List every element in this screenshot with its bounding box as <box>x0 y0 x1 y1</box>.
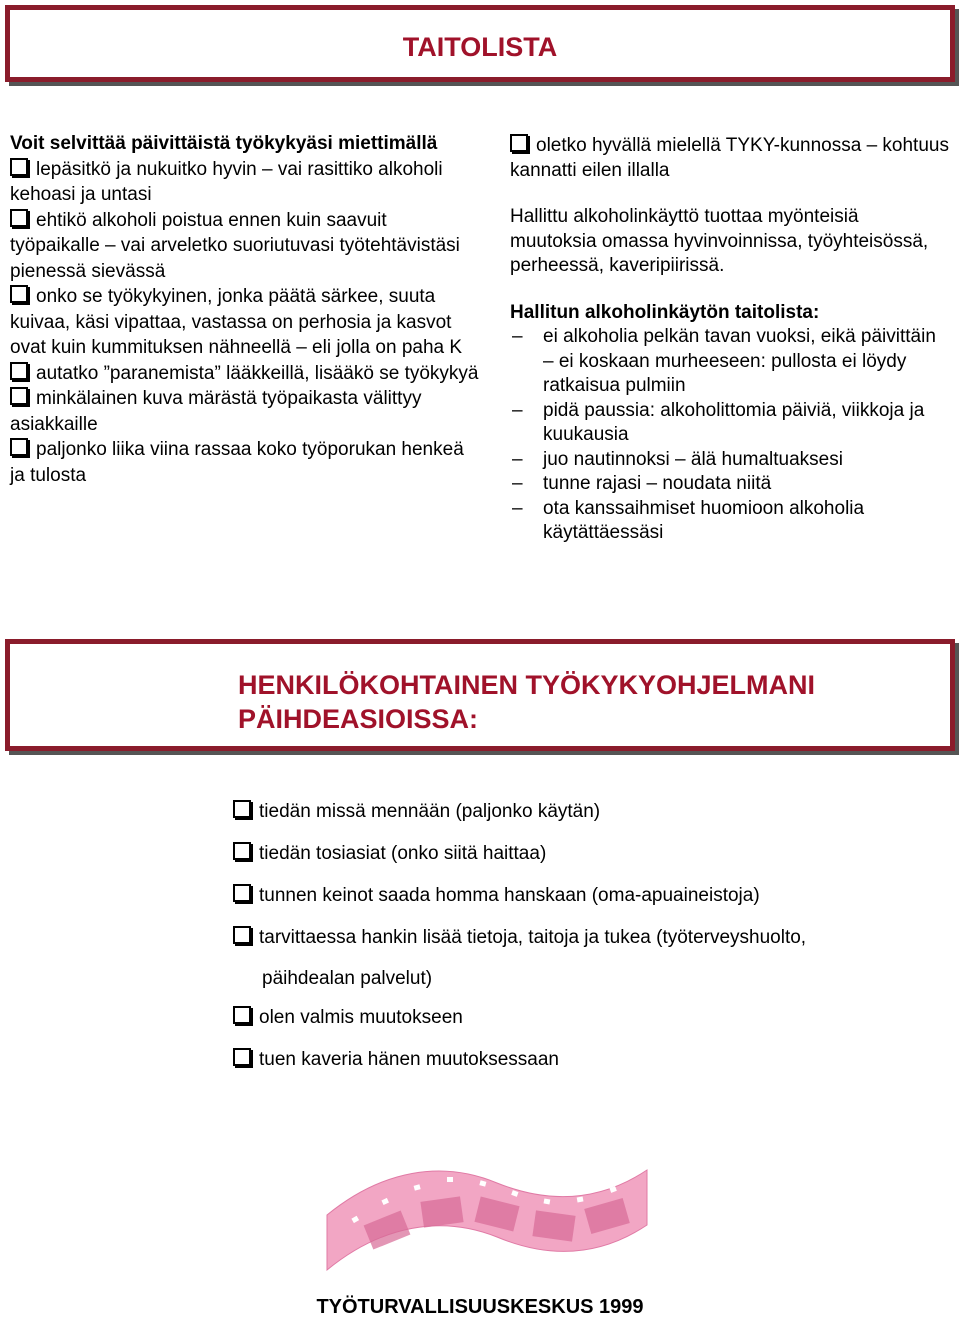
program-item: olen valmis muutokseen <box>233 1006 933 1048</box>
checkbox-icon <box>10 285 28 303</box>
checkbox-icon <box>10 209 28 227</box>
checkbox-icon <box>10 362 28 380</box>
intro-item: paljonko liika viina rassaa koko työporukan henkeä ja tulosta <box>10 439 464 486</box>
program-item: tiedän tosiasiat (onko siitä haittaa) <box>233 842 933 884</box>
list-item: – juo nautinnoksi – älä humaltuaksesi <box>510 448 950 473</box>
checkbox-icon <box>233 1048 251 1066</box>
dash-icon: – <box>512 326 523 347</box>
checkbox-icon <box>233 800 251 818</box>
program-item: tunnen keinot saada homma hanskaan (oma-apuaineistoja) <box>233 884 933 926</box>
checkbox-icon <box>10 438 28 456</box>
program-item: tiedän missä mennään (paljonko käytän) <box>233 800 933 842</box>
program-frame <box>5 639 955 751</box>
program-item: tarvittaessa hankin lisää tietoja, taitoja ja tukea (työterveyshuolto, <box>233 926 933 968</box>
intro-item: autatko ”paranemista” lääkkeillä, lisääkö se työkykyä <box>10 361 480 387</box>
checkbox-icon <box>233 842 251 860</box>
list-item: – pidä paussia: alkoholittomia päiviä, viikkoja ja kuukausia <box>512 399 925 445</box>
checkbox-icon <box>233 1006 251 1024</box>
skills-list <box>510 325 950 546</box>
program-item: tuen kaveria hänen muutoksessaan <box>233 1048 933 1090</box>
intro-item: onko se työkykyinen, jonka päätä särkee, suuta kuivaa, käsi vipattaa, vastassa on perhosia ja kasvot ovat kuin kummituksen nähneellä – eli jolla on paha K <box>10 286 463 358</box>
list-item: – ei alkoholia pelkän tavan vuoksi, eikä päivittäin – ei koskaan murheeseen: pullosta ei löydy ratkaisua pulmiin <box>512 326 936 396</box>
checkbox-icon <box>510 134 528 152</box>
checkbox-icon <box>233 884 251 902</box>
checkbox-icon <box>233 926 251 944</box>
filmstrip-icon <box>322 1155 652 1285</box>
program-item-continuation: päihdealan palvelut) <box>262 968 433 989</box>
dash-icon: – <box>512 473 523 494</box>
checkbox-icon <box>10 158 28 176</box>
list-item: – tunne rajasi – noudata niitä <box>510 472 950 497</box>
intro-item: oletko hyvällä mielellä TYKY-kunnossa – kohtuus kannatti eilen illalla <box>510 135 949 181</box>
intro-heading: Voit selvittää päivittäistä työkykyäsi miettimällä <box>10 133 438 154</box>
dash-icon: – <box>512 448 523 470</box>
intro-item: minkälainen kuva märästä työpaikasta välittyy asiakkaille <box>10 388 422 435</box>
program-title: HENKILÖKOHTAINEN TYÖKYKYOHJELMANI PÄIHDEASIOISSA: <box>238 670 816 734</box>
checkbox-icon <box>10 387 28 405</box>
title-frame <box>5 5 955 82</box>
dash-icon: – <box>512 497 523 519</box>
list-item: – ota kanssaihmiset huomioon alkoholia käytättäessäsi <box>512 497 865 543</box>
program-list <box>233 800 933 1090</box>
managed-text: Hallittu alkoholinkäyttö tuottaa myönteisiä muutoksia omassa hyvinvoinnissa, työyhteisössä, perheessä, kaveripiirissä. <box>510 206 929 276</box>
page-title: TAITOLISTA <box>402 32 558 62</box>
footer: TYÖTURVALLISUUSKESKUS 1999 <box>316 1296 644 1318</box>
skills-heading: Hallitun alkoholinkäytön taitolista: <box>510 301 820 323</box>
intro-item: lepäsitkö ja nukuitko hyvin – vai rasittiko alkoholi kehoasi ja untasi <box>10 158 443 205</box>
right-column <box>510 134 950 546</box>
intro-column <box>10 131 480 488</box>
dash-icon: – <box>512 399 523 421</box>
intro-item: ehtikö alkoholi poistua ennen kuin saavuit työpaikalle – vai arveletko suoriutuvasi työtehtävistäsi pienessä sievässä <box>10 209 460 282</box>
